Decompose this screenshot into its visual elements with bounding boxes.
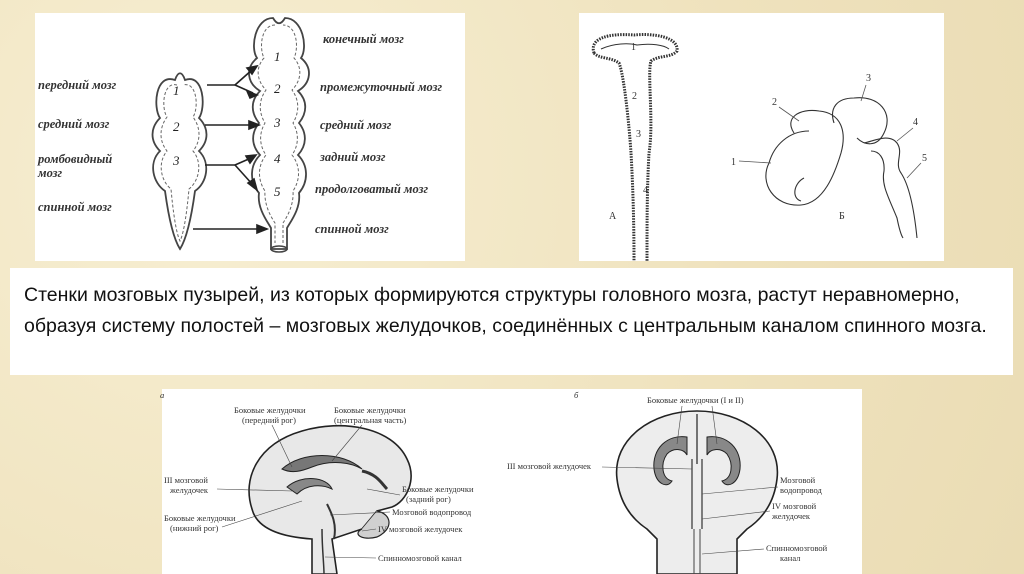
a-lat-ant-1: Боковые желудочки bbox=[234, 405, 306, 415]
a-lat-cen-1: Боковые желудочки bbox=[334, 405, 406, 415]
label-diencephalon: промежуточный мозг bbox=[320, 80, 443, 94]
a-spinal: Спинномозговой канал bbox=[378, 553, 462, 563]
a-letter: А bbox=[609, 211, 617, 222]
b-spinal-1: Спинномозговой bbox=[766, 543, 828, 553]
b-aqueduct-2: водопровод bbox=[780, 485, 822, 495]
a-num-3: 3 bbox=[636, 129, 641, 140]
right-num-3: 3 bbox=[274, 115, 281, 130]
b-fourth-1: IV мозговой bbox=[772, 501, 817, 511]
a-third-1: III мозговой bbox=[164, 475, 208, 485]
b-num-4: 4 bbox=[913, 117, 918, 128]
label-spinal-left: спинной мозг bbox=[38, 200, 112, 214]
a-fourth: IV мозговой желудочек bbox=[378, 524, 463, 534]
caption-text: Стенки мозговых пузырей, из которых формируются структуры головного мозга, растут неравномерно, образуя систему полостей – мозговых желудочков, соединённых с центральным каналом спинного мозга. bbox=[10, 268, 1013, 375]
a-lat-post-2: (задний рог) bbox=[406, 494, 451, 504]
label-hindbrain: задний мозг bbox=[320, 150, 386, 164]
sagittal-brain-a bbox=[249, 426, 411, 574]
b-aqueduct-1: Мозговой bbox=[780, 475, 816, 485]
a-aqueduct: Мозговой водопровод bbox=[392, 507, 472, 517]
label-forebrain: передний мозг bbox=[38, 78, 117, 92]
b-fourth-2: желудочек bbox=[772, 511, 811, 521]
brain-vesicles-diagram bbox=[35, 13, 465, 261]
right-num-5: 5 bbox=[274, 184, 281, 199]
left-num-1: 1 bbox=[173, 83, 180, 98]
a-lat-cen-2: (центральная часть) bbox=[334, 415, 407, 425]
label-rhombencephalon-2: мозг bbox=[38, 166, 63, 180]
ventricles-diagram bbox=[162, 389, 862, 574]
b-letter-bottom: б bbox=[574, 390, 579, 400]
b-lat-vent: Боковые желудочки (I и II) bbox=[647, 395, 744, 405]
right-num-2: 2 bbox=[274, 81, 281, 96]
right-num-1: 1 bbox=[274, 49, 281, 64]
vesicles-svg bbox=[35, 13, 465, 261]
label-telencephalon: конечный мозг bbox=[323, 32, 404, 46]
a-letter-bottom: а bbox=[160, 390, 165, 400]
a-lat-ant-2: (передний рог) bbox=[242, 415, 296, 425]
right-num-4: 4 bbox=[274, 151, 281, 166]
b-spinal-2: канал bbox=[780, 553, 801, 563]
a-third-2: желудочек bbox=[170, 485, 209, 495]
b-num-5: 5 bbox=[922, 153, 927, 164]
a-lat-inf-2: (нижний рог) bbox=[170, 523, 219, 533]
label-midbrain-left: средний мозг bbox=[38, 117, 110, 131]
neural-tube-brain-diagram bbox=[579, 13, 944, 261]
ventricles-svg bbox=[162, 389, 862, 574]
a-num-1: 1 bbox=[631, 42, 636, 53]
b-num-1: 1 bbox=[731, 157, 736, 168]
b-num-3: 3 bbox=[866, 73, 871, 84]
coronal-brain-b bbox=[617, 411, 778, 574]
label-midbrain-right: средний мозг bbox=[320, 118, 392, 132]
label-rhombencephalon-1: ромбовидный bbox=[38, 152, 113, 166]
neural-tube-a bbox=[593, 35, 677, 261]
a-lat-post-1: Боковые желудочки bbox=[402, 484, 474, 494]
label-spinal-right: спинной мозг bbox=[315, 222, 389, 236]
b-third: III мозговой желудочек bbox=[507, 461, 592, 471]
a-num-2: 2 bbox=[632, 91, 637, 102]
left-num-3: 3 bbox=[173, 153, 180, 168]
label-medulla: продолговатый мозг bbox=[315, 182, 429, 196]
a-lat-inf-1: Боковые желудочки bbox=[164, 513, 236, 523]
left-num-2: 2 bbox=[173, 119, 180, 134]
neural-tube-svg bbox=[579, 13, 944, 261]
a-num-4: 4 bbox=[643, 185, 648, 196]
b-letter: Б bbox=[839, 211, 845, 222]
b-num-2: 2 bbox=[772, 97, 777, 108]
